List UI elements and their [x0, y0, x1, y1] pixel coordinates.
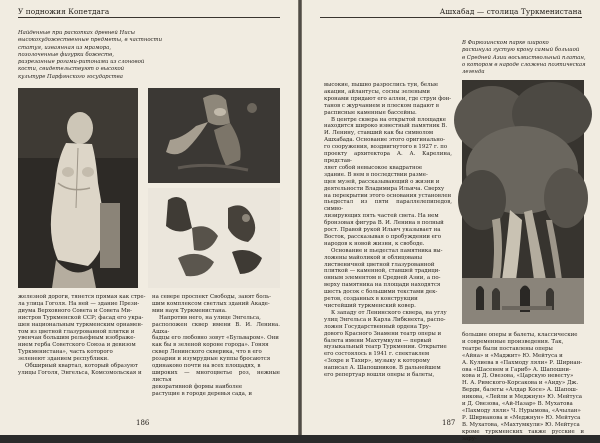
photo-ivory-rhyton [148, 88, 280, 183]
left-text-column-1 [18, 294, 146, 377]
caption-line: статуя, изваянная из мрамора, [18, 44, 112, 51]
caption-line: В Фирюзинском парке широко [462, 40, 549, 46]
caption-line: в Средней Азии восьмиствольный платан, [462, 54, 586, 61]
text-line: написал А. Шапошников. В дальнейшем [324, 365, 441, 372]
text-line: шен национальным туркменским орнамен- [18, 321, 143, 328]
text-line: дового Красного Знамени театр оперы и [324, 330, 442, 337]
text-line: А. Кулиева в «Пахмоду ляли» Р. Ширнан- [462, 359, 583, 366]
text-line: расписные каменные бассейны. [324, 109, 417, 116]
text-line: кронами придают его аллеи, где струи фон- [324, 95, 452, 102]
left-text-column-2 [152, 294, 280, 398]
photo-gilded-figurines [148, 188, 280, 288]
text-line: рост. Правой рукой Ильич указывает на [324, 227, 441, 234]
left-header-rule [18, 17, 280, 18]
caption-line: легенда [462, 69, 485, 76]
text-line: плиткой — каменной, ставшей традици- [324, 268, 441, 275]
text-line: ляет собой невысокое квадратное [324, 164, 423, 171]
text-line: высокие, пышно разрослись туи, белые [324, 82, 439, 88]
text-line: на перекрытии этого основания установлен [324, 192, 452, 199]
text-line: одинаково почти на всех площадях, в [152, 363, 261, 370]
text-line: проекту архитектора А. А. Карелина, представ- [324, 151, 452, 164]
text-line: находится широко известный памятник В. [324, 123, 448, 130]
text-line: акации, айлантусы, сосны зелеными [324, 88, 431, 95]
text-line: И. Ленину, ставший как бы символом [324, 130, 434, 137]
text-line: «Пахмоду ляли» Ч. Нурымова, «Ачылан» [462, 407, 581, 414]
text-line: ретов, созданных в конструкции [324, 296, 418, 303]
text-line: Р. Ширнанова и «Меджнун» Ю. Мейтуса [462, 414, 581, 421]
right-header-rule [320, 17, 582, 18]
text-line: его репертуар вошли оперы и балеты, [324, 372, 435, 379]
text-line: В. Мухатова, «Махтумкули» Ю. Мейтуса [462, 421, 580, 428]
text-line: шим комплексом светлых зданий Акаде- [152, 300, 270, 307]
text-line: верху памятника на площади находятся [324, 282, 441, 289]
text-line: ова «Шасенем и Гариб» А. Шапошни- [462, 366, 571, 373]
text-line: лиственичной цветной глазурованной [324, 261, 435, 268]
text-line: народов к новой жизни, к свободе. [324, 240, 425, 247]
text-line: онным элементом в Средней Азии, а по- [324, 275, 441, 282]
right-photo-caption [462, 40, 586, 76]
text-line: го сооружения, воздвигнутого в 1927 г. по [324, 144, 448, 151]
caption-line: культуре Парфянского государства [18, 73, 123, 80]
caption-line: высокохудожественные предметы, в частности [18, 37, 163, 44]
text-line: Верди, балеты «Алдар Косе» А. Шапош- [462, 387, 578, 394]
text-line: нием герба Советского Союза и девизом [18, 342, 136, 349]
text-line: кроме туркменских также русские и зару- [462, 428, 584, 442]
text-line: Туркменистана», часть которого [18, 349, 113, 356]
left-page [0, 0, 298, 435]
caption-line: позолоченные фигурки божеств, [18, 51, 114, 58]
text-line: никова, «Лейли и Меджнун» Ю. Мейтуса [462, 394, 583, 401]
photo-firyuza-plane-tree [462, 80, 584, 324]
text-line: увенчан большим рельефным изображе- [18, 335, 136, 342]
caption-line: о котором в народе сложена поэтическая [462, 61, 586, 68]
caption-line: разрезанные рогами-ритонами из слоновой [18, 59, 145, 66]
text-line: и современные произведения. Так, [462, 338, 564, 345]
text-line: Восток, рассказывая о пробуждении его [324, 233, 442, 240]
caption-line: раскинула густую крону самый большой [462, 47, 580, 54]
text-line: Основание и пьедестал памятника вы- [331, 247, 443, 254]
left-page-number: 186 [136, 419, 150, 427]
text-line: щен музей, рассказывающий о жизни и [324, 178, 440, 185]
text-line: «Зохре и Тахир», музыку к которому [324, 358, 430, 365]
text-line: диума Верховного Совета и Совета Ми- [18, 307, 132, 314]
text-line: ложены майоликой и облицованы [324, 254, 423, 261]
text-line: балета имени Махтумкули — первый [324, 337, 432, 344]
text-line: улицы Гоголя, Энгельса, Комсомольская и [18, 369, 142, 376]
text-line: лизирующих пять частей света. На нем [324, 213, 439, 220]
text-line: том из цветной глазурованной плитки и [18, 328, 135, 335]
text-line: Обширный квартал, который образуют [25, 363, 138, 370]
text-line: театре были поставлены оперы [462, 345, 553, 352]
text-line: «Айна» и «Маджит» Ю. Мейтуса и [462, 352, 563, 359]
text-line: чистейший туркменский ковер. [324, 303, 416, 309]
text-line: деятельности Владимира Ильича. Сверху [324, 185, 445, 192]
text-line: сквер Ленинского скверика, что в его [152, 349, 262, 356]
text-line: железной дороги, тянется прямая как стре- [18, 294, 146, 300]
photo-marble-statue [18, 88, 138, 288]
text-line: как бы в зеленой короне города». Гоняя [152, 342, 269, 349]
text-line: Н. А. Римского-Корсакова и «Аиду» Дж. [462, 380, 579, 387]
text-line: широких — многоцветье роз, нежные листья [152, 369, 280, 383]
text-line: его состоялось в 1941 г. спектаклем [324, 351, 430, 358]
text-line: улиц Энгельса и Карла Либкнехта, распо- [324, 316, 446, 323]
text-line: мии наук Туркменистана. [152, 307, 227, 314]
text-line: бадцы его любовно зовут «Бульваром». Они [152, 335, 279, 342]
text-line: зеленеют зданием республики. [18, 356, 109, 363]
text-line: большие оперы и балеты, классические [462, 332, 578, 338]
text-line: декоративной формы наиболее [152, 383, 243, 390]
right-text-column-1 [324, 82, 452, 379]
text-line: растущие в городе деревья сада, и [152, 390, 252, 397]
text-line: пьедестал из пяти параллелепипедов, симво- [324, 199, 452, 213]
right-page [302, 0, 600, 442]
text-line: шесть досок с большими текстами дек- [324, 289, 438, 296]
text-line: здание. В нем в последствии разме- [324, 171, 428, 178]
text-line: розарии и изумрудные куппы бросаются [152, 356, 271, 363]
text-line: Ашхабада. Основание этого оригинально- [324, 137, 445, 144]
text-line: ложен Государственный ордена Тру- [324, 323, 431, 330]
text-line: расположен сквер имени В. И. Ленина. Ашха- [152, 321, 280, 335]
text-line: кова и Д. Овезова, «Царскую невесту» [462, 373, 574, 380]
right-running-head: Ашхабад — столица Туркменистана [439, 7, 582, 16]
right-page-number: 187 [442, 419, 456, 427]
text-line: танов с журчанием и плеском падают в [324, 102, 439, 109]
caption-line: Найденные при раскопках древней Нисы [18, 30, 135, 36]
text-line: Напротив него, на улице Энгельса, [159, 314, 261, 321]
text-line: музыкальный театр Туркмении. Открытие [324, 344, 447, 351]
text-line: К западу от Ленинского сквера, на углу [331, 309, 447, 316]
left-photo-caption [18, 30, 168, 81]
text-line: и Д. Овезова, «Ай-Назар» В. Мухатова [462, 401, 573, 408]
text-line: нистров Туркменской ССР; фасад его укра- [18, 314, 144, 321]
text-line: бронзовая фигура В. И. Ленина в полный [324, 220, 444, 227]
right-text-column-2 [462, 332, 584, 443]
left-running-head: У подножия Копетдага [18, 7, 110, 16]
text-line: ла улица Гоголя. На ней — здание Прези- [18, 300, 140, 307]
text-line: В центре сквера на открытой площадке [331, 116, 447, 123]
text-line: на севере проспект Свободы, занят боль- [152, 294, 271, 300]
caption-line: кости, свидетельствуют о высокой [18, 66, 125, 73]
